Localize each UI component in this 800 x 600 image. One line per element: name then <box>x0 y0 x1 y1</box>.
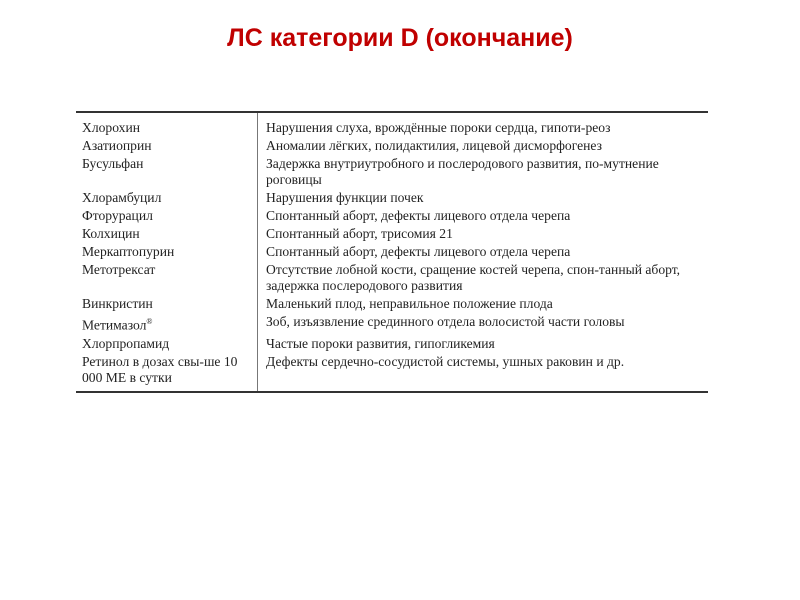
drug-effect: Дефекты сердечно-сосудистой системы, ушных раковин и др. <box>258 353 709 391</box>
table-row <box>76 225 708 243</box>
drug-table <box>76 111 708 393</box>
drug-name: Метимазол <box>82 317 147 333</box>
table-row <box>76 295 708 313</box>
drug-effect: Задержка внутриутробного и послеродового развития, по-мутнение роговицы <box>258 155 709 189</box>
drug-effect: Нарушения функции почек <box>258 189 709 207</box>
drug-name-cell <box>76 313 258 335</box>
table-row <box>76 137 708 155</box>
drug-name: Хлорпропамид <box>82 335 170 351</box>
drug-name: Метотрексат <box>82 262 156 277</box>
drug-name: Фторурацил <box>82 208 153 223</box>
table-row <box>76 155 708 189</box>
drug-name: Хлорамбуцил <box>82 190 162 205</box>
drug-effect: Спонтанный аборт, дефекты лицевого отдела черепа <box>258 207 709 225</box>
drug-effect: Маленький плод, неправильное положение плода <box>258 295 709 313</box>
table-row <box>76 113 708 137</box>
drug-effect: Отсутствие лобной кости, сращение костей черепа, спон-танный аборт, задержка послеродового развития <box>258 261 709 295</box>
drug-name: Бусульфан <box>82 156 144 171</box>
drug-effect: Спонтанный аборт, трисомия 21 <box>258 225 709 243</box>
drug-name: Винкристин <box>82 296 153 311</box>
trademark-mark: ® <box>146 317 153 326</box>
drug-name: Хлорохин <box>82 120 140 135</box>
drug-effect: Спонтанный аборт, дефекты лицевого отдела черепа <box>258 243 709 261</box>
drug-effect: Нарушения слуха, врождённые пороки сердца, гипоти-реоз <box>258 113 709 137</box>
table-row <box>76 353 708 391</box>
table-row <box>76 207 708 225</box>
table-row <box>76 243 708 261</box>
slide-title: ЛС категории D (окончание) <box>227 24 573 52</box>
table-row <box>76 261 708 295</box>
table-row <box>76 189 708 207</box>
drug-name: Меркаптопурин <box>82 244 175 259</box>
table-row <box>76 335 708 353</box>
drug-name: Ретинол в дозах свы-ше 10 000 МЕ в сутки <box>82 353 238 385</box>
drug-name: Колхицин <box>82 226 140 241</box>
drug-name: Азатиоприн <box>82 138 152 153</box>
table-row <box>76 313 708 335</box>
drug-effect: Аномалии лёгких, полидактилия, лицевой дисморфогенез <box>258 137 709 155</box>
drug-effect: Зоб, изъязвление срединного отдела волосистой части головы <box>258 313 709 335</box>
drug-effect: Частые пороки развития, гипогликемия <box>258 335 709 353</box>
